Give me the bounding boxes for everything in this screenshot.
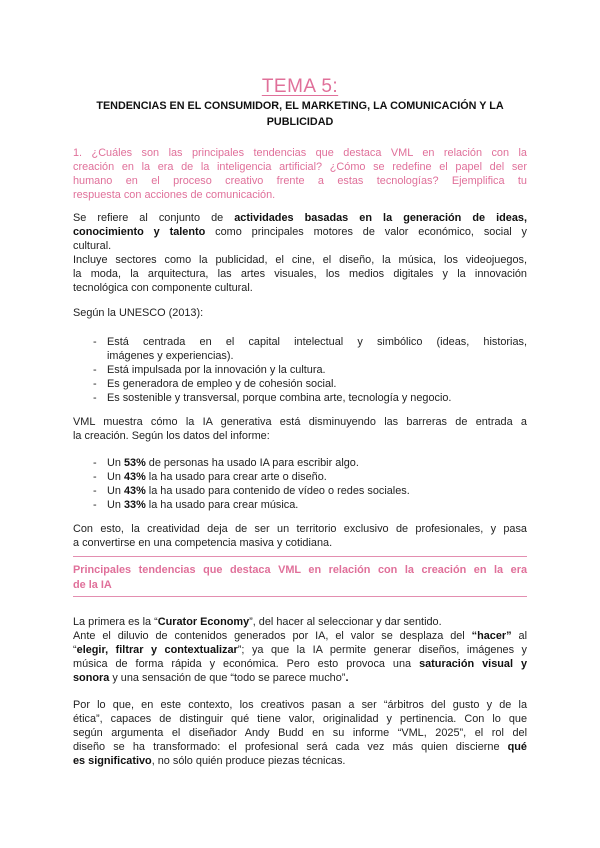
text-run: Ante el diluvio de contenidos generados por IA, el valor se desplaza del <box>73 630 472 642</box>
question-text <box>73 146 527 202</box>
question-line: respuesta con acciones de comunicación. <box>73 189 276 201</box>
paragraph-line: VML muestra cómo la IA generativa está disminuyendo las barreras de entrada a <box>73 416 527 428</box>
stat-value: 43% <box>123 471 146 483</box>
bold-text: actividades basadas en la generación de ideas, <box>234 212 527 224</box>
bold-text: sonora <box>73 672 110 684</box>
text-run: Un <box>107 485 124 497</box>
text-run: y una sensación de que “todo se parece mucho” <box>109 672 346 684</box>
text-run: “ <box>73 644 77 656</box>
list-item <box>93 335 527 363</box>
page-title: TEMA 5: <box>261 76 339 97</box>
paragraph-line: Por lo que, en este contexto, los creativos pasan a ser “árbitros del gusto y de la <box>73 699 527 711</box>
text-run: la ha usado para crear arte o diseño. <box>145 471 327 483</box>
paragraph-line <box>73 754 527 768</box>
divider <box>73 596 527 597</box>
text-run: de personas ha usado IA para escribir algo. <box>145 457 359 469</box>
document-subtitle: TENDENCIAS EN EL CONSUMIDOR, EL MARKETING, LA COMUNICACIÓN Y LA PUBLICIDAD <box>96 100 504 128</box>
paragraph-line <box>73 671 527 685</box>
list-item-line: - Está centrada en el capital intelectual y simbólico (ideas, historias, <box>107 336 527 348</box>
text-run: La primera es la “ <box>73 616 158 628</box>
bold-text: elegir, filtrar y contextualizar <box>76 644 238 656</box>
bold-text: . <box>345 672 349 684</box>
text-run: Un <box>107 457 124 469</box>
paragraph-line <box>73 629 527 643</box>
paragraph-line: la creación. Según los datos del informe: <box>73 430 270 442</box>
list-item: - Está impulsada por la innovación y la cultura. <box>93 363 527 377</box>
unesco-label: Según la UNESCO (2013): <box>73 307 204 319</box>
vml-paragraph <box>73 415 527 443</box>
bold-text: es significativo <box>73 755 152 767</box>
bold-text: saturación visual y <box>419 658 528 670</box>
text-run: Un <box>107 499 124 511</box>
intro-line: tecnológica con componente cultural. <box>73 282 253 294</box>
stats-list <box>93 456 527 512</box>
list-item-line: imágenes y experiencias). <box>107 350 234 362</box>
text-run: la ha usado para crear música. <box>145 499 299 511</box>
section-heading <box>73 563 527 593</box>
question-line: humano en el proceso creativo frente a estas tecnologías? Ejemplifica tu <box>73 175 527 187</box>
paragraph-line <box>73 740 527 754</box>
stat-value: 43% <box>123 485 146 497</box>
text-run: , no sólo quién produce piezas técnicas. <box>151 755 346 767</box>
list-item: - Es generadora de empleo y de cohesión social. <box>93 377 527 391</box>
list-item <box>93 470 527 484</box>
conclusion-paragraph <box>73 522 527 550</box>
bold-text: “hacer” <box>471 630 512 642</box>
paragraph-line <box>73 643 527 657</box>
intro-line: Incluye sectores como la publicidad, el cine, el diseño, la música, los videojuegos, <box>73 254 527 266</box>
bold-text: conocimiento y talento <box>73 226 206 238</box>
question-line: 1. ¿Cuáles son las principales tendencias que destaca VML en relación con la <box>73 147 527 159</box>
bold-text: Curator Economy <box>157 616 250 628</box>
divider <box>73 556 527 557</box>
text-run: como principales motores de valor económico, social y <box>205 226 527 238</box>
curator-paragraph <box>73 615 527 685</box>
text-run: música de forma rápida y económica. Pero esto provoca una <box>73 658 420 670</box>
creatives-paragraph <box>73 698 527 768</box>
intro-line <box>73 225 527 239</box>
list-item <box>93 484 527 498</box>
bold-text: qué <box>507 741 527 753</box>
question-line: creación en la era de la inteligencia artificial? ¿Cómo se redefine el papel del ser <box>73 161 527 173</box>
list-item <box>93 456 527 470</box>
text-run: ”, del hacer al seleccionar y dar sentido. <box>249 616 442 628</box>
text-run: ”; ya que la IA permite generar diseños, imágenes y <box>237 644 527 656</box>
paragraph-line: según argumenta el diseñador Andy Budd en su informe “VML, 2025”, el rol del <box>73 727 527 739</box>
intro-line <box>73 211 527 225</box>
paragraph-line <box>73 615 527 629</box>
stat-value: 33% <box>123 499 146 511</box>
paragraph-line: Con esto, la creatividad deja de ser un territorio exclusivo de profesionales, y pasa <box>73 523 527 535</box>
paragraph-line <box>73 657 527 671</box>
text-run: Un <box>107 471 124 483</box>
text-run: Se refiere al conjunto de <box>73 212 235 224</box>
list-item <box>93 498 527 512</box>
intro-line: cultural. <box>73 240 112 252</box>
stat-value: 53% <box>123 457 146 469</box>
unesco-list <box>93 335 527 405</box>
text-run: al <box>511 630 527 642</box>
list-item: - Es sostenible y transversal, porque combina arte, tecnología y negocio. <box>93 391 527 405</box>
section-heading-line: de la IA <box>73 579 112 591</box>
intro-line: la moda, la arquitectura, las artes visuales, los medios digitales y la innovación <box>73 268 527 280</box>
section-heading-line: Principales tendencias que destaca VML en relación con la creación en la era <box>73 564 527 576</box>
intro-paragraph <box>73 211 527 295</box>
text-run: la ha usado para contenido de vídeo o redes sociales. <box>145 485 410 497</box>
paragraph-line: a convertirse en una competencia masiva y cotidiana. <box>73 537 333 549</box>
text-run: diseño se ha transformado: el profesional será cada vez más quien discierne <box>73 741 508 753</box>
paragraph-line: ética”, capaces de distinguir qué tiene valor, originalidad y pertinencia. Con lo que <box>73 713 527 725</box>
